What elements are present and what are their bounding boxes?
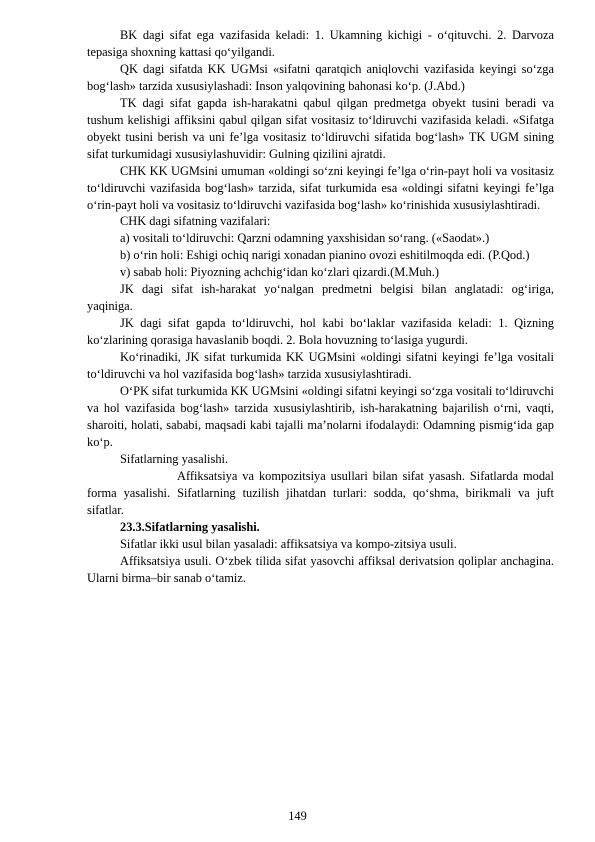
paragraph-bk: BK dagi sifat ega vazifasida keladi: 1. Ukamning kichigi - o‘qituvchi. 2. Darvoza tepasiga shoxning kattasi qo‘yilgandi. [87, 28, 554, 59]
paragraph-chk-functions: CHK dagi sifatning vazifalari: [120, 214, 271, 229]
paragraph-affixation: Affiksatsiya usuli. O‘zbek tilida sifat yasovchi affiksal derivatsion qoliplar anchagina. Ularni birma–bir sanab o‘tamiz. [87, 553, 554, 585]
section-title: Sifatlarning yasalishi. [120, 451, 229, 466]
paragraph-conclusion: Ko‘rinadiki, JK sifat turkumida KK UGMsini «oldingi sifatni keyingi fe’lga vositali to‘ldiruvchi va hol vazifasida bog‘lash» tarzida xususiylashtiradi. [87, 350, 554, 382]
paragraph-opk: O‘PK sifat turkumida KK UGMsini «oldingi sifatni keyingi so‘zga vositali to‘ldiruvchi va hol vazifasida bog‘lash» tarzida xususiylashtirib, ish-harakatning bajarilish o‘rni, vaqti, sharoiti, holati, sababi, maqsadi kabi tajalli ma’nolarni ifodalaydi: Odamning pismig‘ida gap ko‘p. [87, 384, 554, 449]
list-item-a: a) vositali to‘ldiruvchi: Qarzni odamning yaxshisidan so‘rang. («Saodat».) [120, 231, 490, 246]
paragraph-jk-functions: JK dagi sifat gapda to‘ldiruvchi, hol kabi bo‘laklar vazifasida keladi: 1. Qizning ko‘zlarining qorasiga havaslanib boqdi. 2. Bola hovuzning to‘lasiga yugurdi. [87, 316, 554, 348]
section-summary: Affiksatsiya va kompozitsiya usullari bilan sifat yasash. Sifatlarda modal forma yasalishi. Sifatlarning tuzilish jihatdan turlari: sodda, qo‘shma, birikmali va juft sifatlar. [87, 468, 554, 517]
paragraph-qk: QK dagi sifatda KK UGMsi «sifatni qaratqich aniqlovchi vazifasida keyingi so‘zga bog‘lash» tarzida xususiylashadi: Inson yalqovining bahonasi ko‘p. (J.Abd.) [87, 61, 554, 93]
section-heading: 23.3.Sifatlarning yasalishi. [120, 519, 260, 534]
paragraph-chk-kk: CHK KK UGMsini umuman «oldingi so‘zni keyingi fe’lga o‘rin-payt holi va vositasiz to‘ldiruvchi vazifasida bog‘lash» tarzida, sifat turkumida esa «oldingi sifatni keyingi fe’lga o‘rin-payt holi va vositasiz to‘ldiruvchi vazifasida bog‘lash» ko‘rinishida xususiylashtiradi. [87, 163, 554, 212]
list-item-v: v) sabab holi: Piyozning achchig‘idan ko‘zlari qizardi.(M.Muh.) [120, 265, 439, 280]
list-item-b: b) o‘rin holi: Eshigi ochiq narigi xonadan pianino ovozi eshitilmoqda edi. (P.Qod.) [120, 248, 530, 263]
paragraph-tk: TK dagi sifat gapda ish-harakatni qabul qilgan predmetga obyekt tusini beradi va tushum kelishigi affiksini qabul qilgan sifat vositasiz to‘ldiruvchi vazifasida keladi. «Sifatga obyekt tusini berish va uni fe’lga vositasiz to‘ldiruvchi sifatida bog‘lash» TK UGM sining sifat turkumidagi xususiylashuvidir: Gulning qizilini ajratdi. [87, 95, 554, 161]
page-number: 149 [288, 809, 307, 823]
paragraph-two-methods: Sifatlar ikki usul bilan yasaladi: affiksatsiya va kompo-zitsiya usuli. [120, 536, 457, 551]
page-body [87, 27, 554, 586]
paragraph-jk: JK dagi sifat ish-harakat yo‘nalgan predmetni belgisi bilan anglatadi: og‘iriga, yaqiniga. [87, 282, 554, 314]
